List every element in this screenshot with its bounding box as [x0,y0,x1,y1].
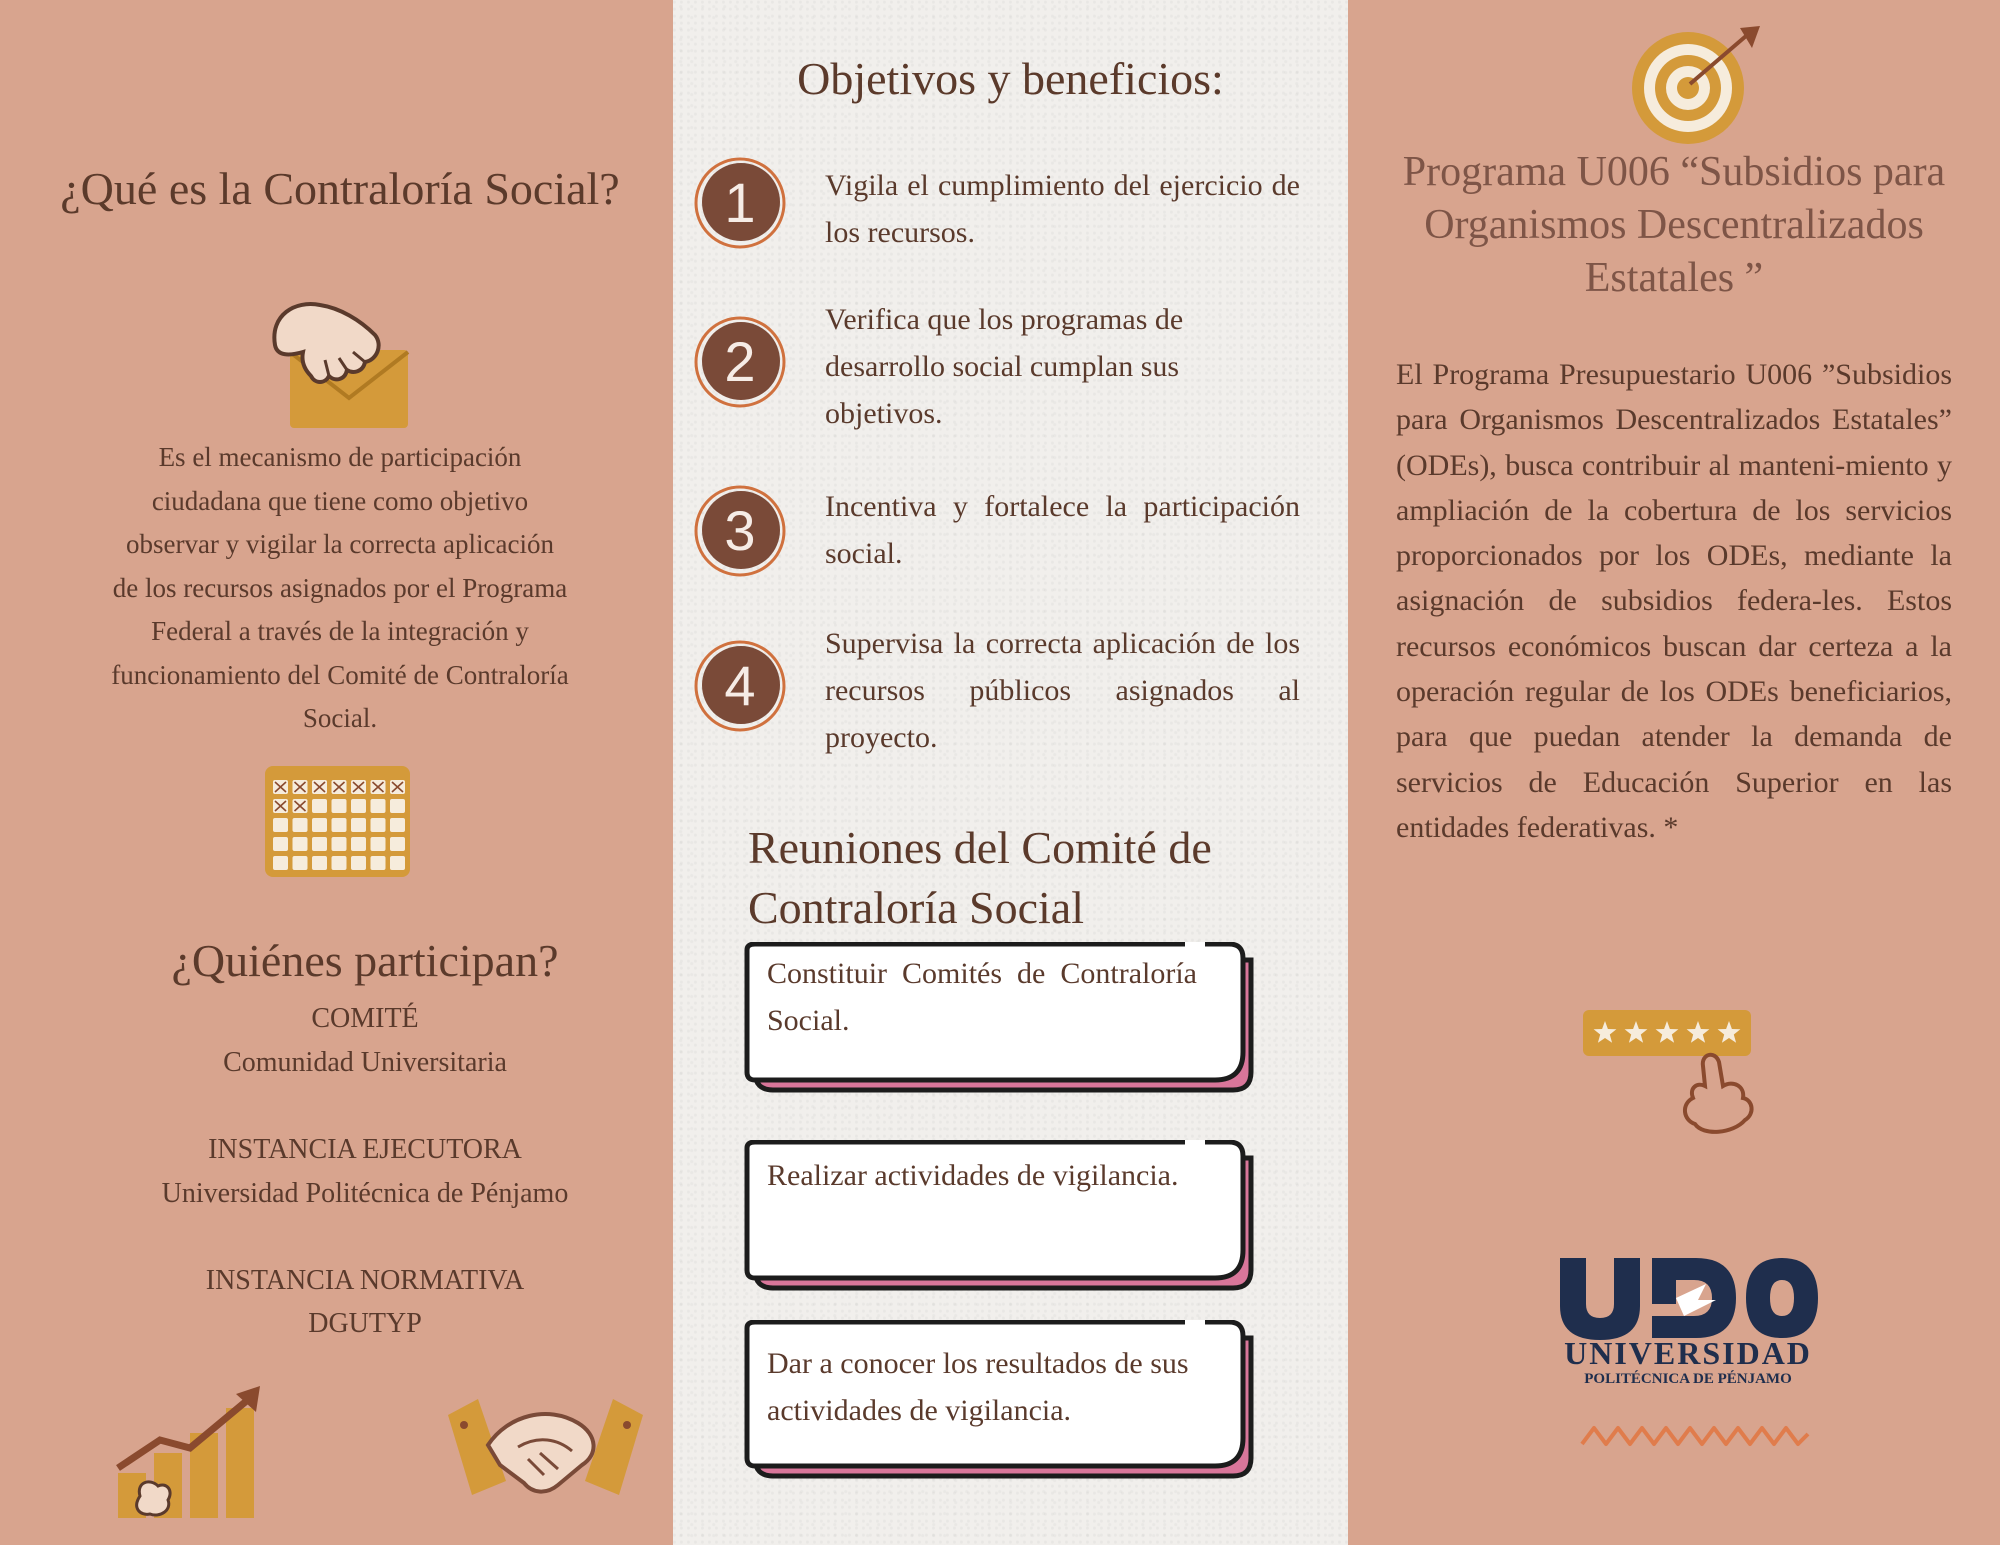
objective-text: Supervisa la correcta aplicación de los recursos públicos asignados al proyecto. [825,627,1300,754]
meeting-card-text: Constituir Comités de Contraloría Social. [767,957,1197,1037]
calendar-day-cell [293,856,308,870]
target-icon [1628,22,1763,147]
calendar-icon [265,762,410,877]
participant-role: INSTANCIA NORMATIVA [205,1265,525,1296]
calendar-day-cell [390,818,405,832]
objectives-title: Objetivos y beneficios: [797,53,1224,104]
calendar-day-cell [371,837,386,851]
participant-name: Universidad Politécnica de Pénjamo [161,1178,569,1209]
calendar-day-cell [312,818,327,832]
calendar-day-cell [351,818,366,832]
participant-name: Comunidad Universitaria [223,1047,507,1078]
what-is-description: Es el mecanismo de participación ciudadana que tiene como objetivo observar y vigilar la correcta aplicación de los recursos asignados por el Programa Federal a través de la integración y funcionamiento del Comité de Contraloría Social. [111,442,569,733]
meeting-card [743,1320,1263,1480]
calendar-day-cell [312,856,327,870]
calendar-day-cell [332,856,347,870]
meeting-card-text: Dar a conocer los resultados de sus actividades de vigilancia. [767,1347,1189,1427]
left-panel [0,0,673,1545]
meetings-title: Reuniones del Comité de Contraloría Social [748,822,1212,933]
growth-chart-icon [110,1378,270,1528]
objective-text: Incentiva y fortalece la participación social. [825,490,1300,570]
university-logo-subtitle: POLITÉCNICA DE PÉNJAMO [1584,1371,1792,1387]
participant-role: INSTANCIA EJECUTORA [208,1134,522,1165]
middle-panel [673,0,1348,1545]
objective-text: Vigila el cumplimiento del ejercicio de los recursos. [825,169,1300,249]
calendar-day-cell [351,799,366,813]
participant-name: DGUTYP [308,1308,422,1339]
calendar-day-cell [371,799,386,813]
university-logo-name: UNIVERSIDAD [1564,1335,1812,1371]
participant-role: COMITÉ [311,1003,419,1034]
calendar-day-cell [351,837,366,851]
calendar-day-cell [293,837,308,851]
calendar-day-cell [273,856,288,870]
calendar-day-cell [312,799,327,813]
hand-envelope-icon [265,290,415,440]
calendar-day-cell [390,837,405,851]
calendar-day-cell [332,818,347,832]
calendar-day-cell [371,818,386,832]
zigzag-divider-icon [1580,1420,1810,1450]
handshake-icon [448,1385,643,1510]
objective-number-badge: 2 [692,314,788,410]
calendar-day-cell [273,818,288,832]
calendar-day-cell [332,799,347,813]
meeting-card [743,942,1263,1094]
university-logo-mark [1556,1254,1820,1342]
meeting-card [743,1140,1263,1292]
who-participates-title: ¿Quiénes participan? [171,935,559,986]
what-is-title: ¿Qué es la Contraloría Social? [60,163,620,214]
program-description: El Programa Presupuestario U006 ”Subsidios para Organismos Descentralizados Estatales” (ODEs), busca contribuir al manteni-miento y ampliación de la cobertura de los servicios proporcionados por los ODEs, mediante la asignación de subsidios federa-les. Estos recursos económicos buscan dar certeza a la operación regular de los ODEs beneficiarios, para que puedan atender la demanda de servicios de Educación Superior en las entidades federativas. * [1396,358,1952,844]
star-rating-icon [1583,1008,1763,1140]
calendar-day-cell [390,799,405,813]
objective-number-badge: 1 [692,155,788,251]
meeting-card-text: Realizar actividades de vigilancia. [767,1159,1179,1192]
objective-number-badge: 4 [692,638,788,734]
objective-number-badge: 3 [692,483,788,579]
calendar-day-cell [351,856,366,870]
calendar-day-cell [312,837,327,851]
calendar-day-cell [273,837,288,851]
objective-text: Verifica que los programas de desarrollo social cumplan sus objetivos. [825,303,1184,430]
calendar-day-cell [293,818,308,832]
program-title: Programa U006 “Subsidios para Organismos Descentralizados Estatales ” [1402,149,1946,301]
calendar-day-cell [390,856,405,870]
calendar-day-cell [371,856,386,870]
right-panel [1348,0,2000,1545]
calendar-day-cell [332,837,347,851]
